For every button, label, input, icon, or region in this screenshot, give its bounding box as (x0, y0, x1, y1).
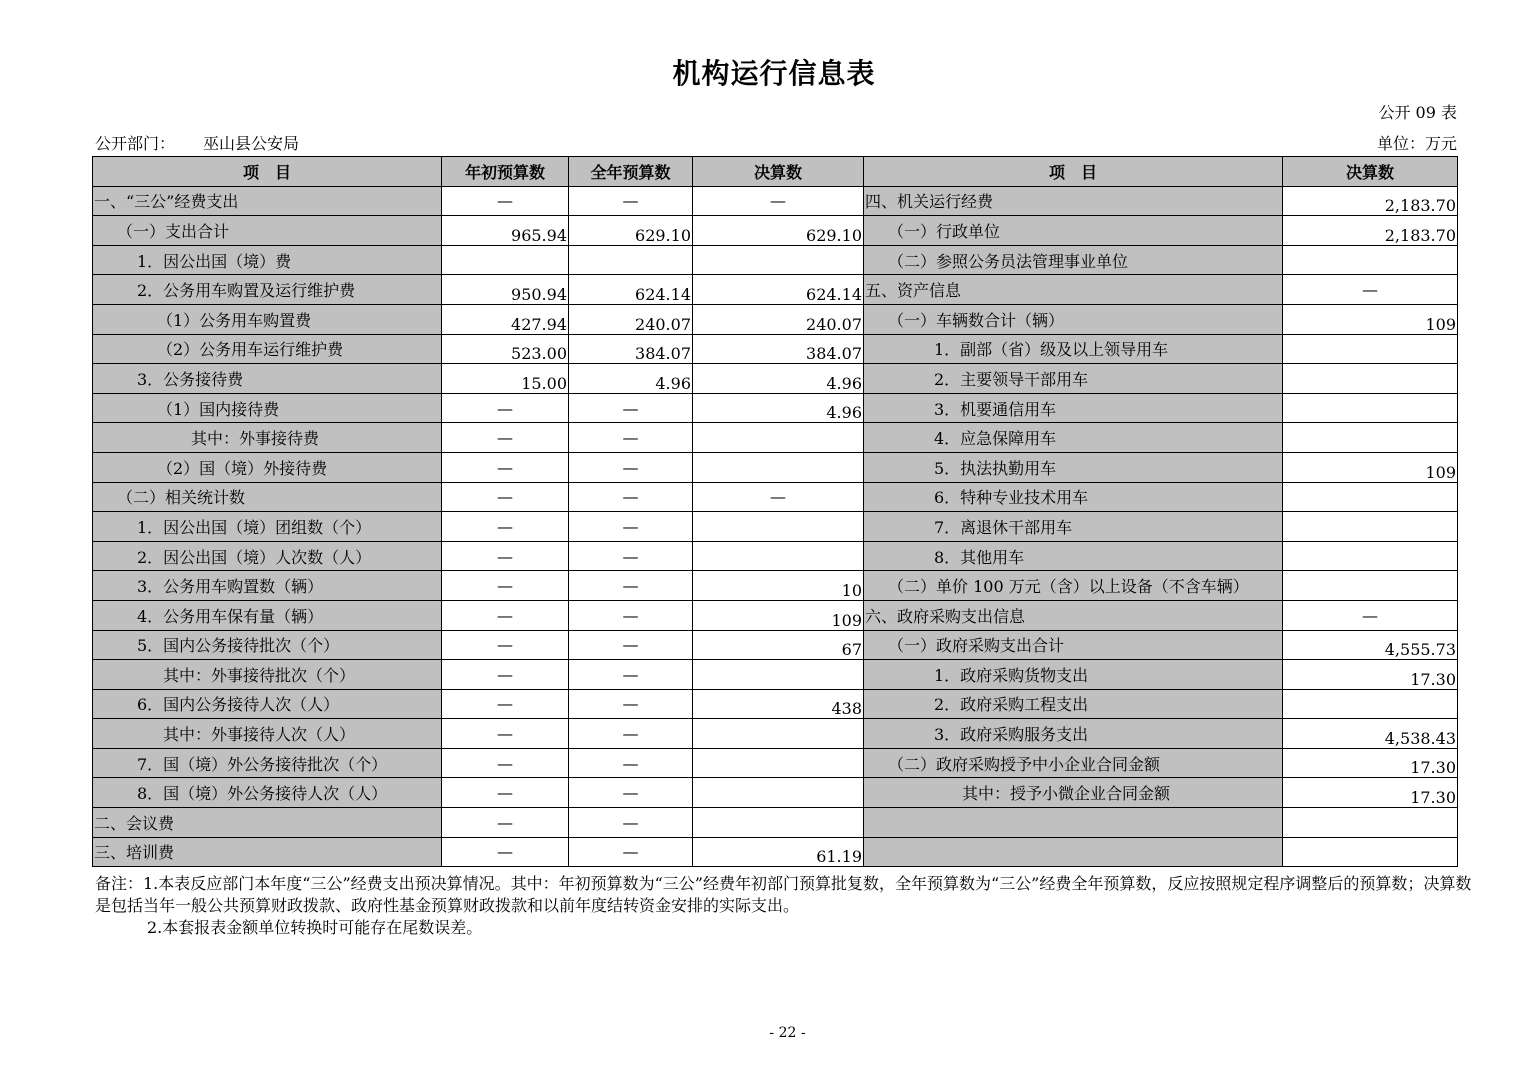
budget-initial-cell: — (442, 571, 569, 601)
actual-cell (693, 452, 864, 482)
info-table (92, 156, 1458, 867)
budget-initial-cell: — (442, 689, 569, 719)
right-item: 四、机关运行经费 (864, 186, 1283, 216)
right-item: 3．政府采购服务支出 (864, 719, 1283, 749)
left-item: 5．国内公务接待批次（个） (93, 630, 442, 660)
budget-initial-cell: 15.00 (442, 364, 569, 394)
table-row (93, 541, 1458, 571)
budget-full-cell: — (569, 393, 693, 423)
right-actual-cell (1283, 689, 1458, 719)
left-item: 7．国（境）外公务接待批次（个） (93, 748, 442, 778)
table-header-row (93, 157, 1458, 187)
budget-full-cell: — (569, 512, 693, 542)
right-item: （二）单价 100 万元（含）以上设备（不含车辆） (864, 571, 1283, 601)
left-item: （一）支出合计 (93, 216, 442, 246)
left-item: 一、“三公”经费支出 (93, 186, 442, 216)
right-item: （二）政府采购授予中小企业合同金额 (864, 748, 1283, 778)
left-item: 3．公务用车购置数（辆） (93, 571, 442, 601)
left-item: 3．公务接待费 (93, 364, 442, 394)
budget-full-cell: — (569, 689, 693, 719)
right-actual-cell: 4,555.73 (1283, 630, 1458, 660)
table-row (93, 334, 1458, 364)
budget-initial-cell (442, 245, 569, 275)
department-line (95, 131, 299, 154)
table-row (93, 512, 1458, 542)
right-actual-cell (1283, 245, 1458, 275)
table-row (93, 630, 1458, 660)
budget-full-cell: — (569, 660, 693, 690)
budget-full-cell: 629.10 (569, 216, 693, 246)
table-row (93, 689, 1458, 719)
table-row (93, 216, 1458, 246)
budget-full-cell (569, 245, 693, 275)
right-item: （二）参照公务员法管理事业单位 (864, 245, 1283, 275)
budget-initial-cell: — (442, 393, 569, 423)
budget-initial-cell: — (442, 541, 569, 571)
budget-initial-cell: — (442, 600, 569, 630)
right-actual-cell: 109 (1283, 452, 1458, 482)
left-item: 其中：外事接待批次（个） (93, 660, 442, 690)
right-actual-cell: 17.30 (1283, 660, 1458, 690)
header-item: 项 目 (93, 157, 442, 187)
budget-full-cell: 384.07 (569, 334, 693, 364)
actual-cell: 438 (693, 689, 864, 719)
right-actual-cell (1283, 334, 1458, 364)
budget-initial-cell: — (442, 630, 569, 660)
budget-initial-cell: — (442, 808, 569, 838)
left-item: 其中：外事接待费 (93, 423, 442, 453)
actual-cell: 240.07 (693, 304, 864, 334)
right-item: 五、资产信息 (864, 275, 1283, 305)
budget-initial-cell: 523.00 (442, 334, 569, 364)
table-row (93, 808, 1458, 838)
right-actual-cell (1283, 482, 1458, 512)
right-actual-cell: 2,183.70 (1283, 216, 1458, 246)
budget-full-cell: 4.96 (569, 364, 693, 394)
actual-cell: 384.07 (693, 334, 864, 364)
table-row (93, 275, 1458, 305)
right-actual-cell (1283, 541, 1458, 571)
left-item: （2）公务用车运行维护费 (93, 334, 442, 364)
right-item: 3．机要通信用车 (864, 393, 1283, 423)
right-item: 8．其他用车 (864, 541, 1283, 571)
actual-cell: 4.96 (693, 364, 864, 394)
header-budget-initial: 年初预算数 (442, 157, 569, 187)
right-actual-cell (1283, 571, 1458, 601)
right-item (864, 808, 1283, 838)
budget-initial-cell: — (442, 748, 569, 778)
actual-cell (693, 660, 864, 690)
right-actual-cell (1283, 808, 1458, 838)
right-item: 5．执法执勤用车 (864, 452, 1283, 482)
budget-full-cell: — (569, 482, 693, 512)
footnote-1: 备注：1.本表反应部门本年度“三公”经费支出预决算情况。其中：年初预算数为“三公”经费年初部门预算批复数，全年预算数为“三公”经费全年预算数，反应按照规定程序调整后的预算数；决算数是包括当年一般公共预算财政拨款、政府性基金预算财政拨款和以前年度结转资金安排的实际支出。 (95, 874, 1472, 915)
budget-initial-cell: — (442, 837, 569, 867)
table-row (93, 245, 1458, 275)
budget-initial-cell: — (442, 452, 569, 482)
budget-full-cell: — (569, 778, 693, 808)
left-item: 8．国（境）外公务接待人次（人） (93, 778, 442, 808)
actual-cell: 109 (693, 600, 864, 630)
right-actual-cell: — (1283, 600, 1458, 630)
table-row (93, 186, 1458, 216)
right-item: 1．副部（省）级及以上领导用车 (864, 334, 1283, 364)
budget-full-cell: — (569, 452, 693, 482)
left-item: （1）公务用车购置费 (93, 304, 442, 334)
page-title: 机构运行信息表 (672, 57, 876, 90)
actual-cell: 10 (693, 571, 864, 601)
right-actual-cell (1283, 393, 1458, 423)
right-item: 6．特种专业技术用车 (864, 482, 1283, 512)
budget-full-cell: — (569, 837, 693, 867)
department-label: 公开部门： (95, 134, 176, 153)
budget-initial-cell: — (442, 778, 569, 808)
table-row (93, 600, 1458, 630)
left-item: （2）国（境）外接待费 (93, 452, 442, 482)
left-item: 三、培训费 (93, 837, 442, 867)
budget-full-cell: — (569, 423, 693, 453)
budget-full-cell: — (569, 571, 693, 601)
left-item: 2．公务用车购置及运行维护费 (93, 275, 442, 305)
budget-initial-cell: — (442, 719, 569, 749)
budget-full-cell: — (569, 719, 693, 749)
right-item: 2．政府采购工程支出 (864, 689, 1283, 719)
footnote-2: 2.本套报表金额单位转换时可能存在尾数误差。 (147, 918, 483, 937)
budget-full-cell: — (569, 808, 693, 838)
left-item: 6．国内公务接待人次（人） (93, 689, 442, 719)
table-row (93, 423, 1458, 453)
table-row (93, 482, 1458, 512)
actual-cell: — (693, 482, 864, 512)
right-item: 2．主要领导干部用车 (864, 364, 1283, 394)
right-item: （一）车辆数合计（辆） (864, 304, 1283, 334)
actual-cell (693, 512, 864, 542)
actual-cell (693, 245, 864, 275)
header-actual: 决算数 (693, 157, 864, 187)
budget-full-cell: 240.07 (569, 304, 693, 334)
left-item: 4．公务用车保有量（辆） (93, 600, 442, 630)
budget-initial-cell: 965.94 (442, 216, 569, 246)
right-actual-cell (1283, 837, 1458, 867)
actual-cell: 629.10 (693, 216, 864, 246)
actual-cell (693, 808, 864, 838)
right-item: （一）政府采购支出合计 (864, 630, 1283, 660)
right-item: 1．政府采购货物支出 (864, 660, 1283, 690)
header-budget-full: 全年预算数 (569, 157, 693, 187)
right-actual-cell: 109 (1283, 304, 1458, 334)
right-item (864, 837, 1283, 867)
left-item: 2．因公出国（境）人次数（人） (93, 541, 442, 571)
table-row (93, 660, 1458, 690)
right-item: 其中：授予小微企业合同金额 (864, 778, 1283, 808)
right-actual-cell: 4,538.43 (1283, 719, 1458, 749)
right-actual-cell: 17.30 (1283, 748, 1458, 778)
right-actual-cell (1283, 364, 1458, 394)
table-row (93, 452, 1458, 482)
actual-cell: 624.14 (693, 275, 864, 305)
table-body (93, 186, 1458, 867)
actual-cell (693, 748, 864, 778)
right-actual-cell (1283, 423, 1458, 453)
budget-full-cell: — (569, 630, 693, 660)
department-name: 巫山县公安局 (203, 134, 300, 153)
right-item: 六、政府采购支出信息 (864, 600, 1283, 630)
budget-initial-cell: — (442, 660, 569, 690)
header-item-right: 项 目 (864, 157, 1283, 187)
left-item: 1．因公出国（境）团组数（个） (93, 512, 442, 542)
actual-cell (693, 719, 864, 749)
budget-initial-cell: — (442, 512, 569, 542)
budget-initial-cell: — (442, 186, 569, 216)
actual-cell: 67 (693, 630, 864, 660)
budget-full-cell: — (569, 541, 693, 571)
budget-initial-cell: — (442, 423, 569, 453)
right-item: 4．应急保障用车 (864, 423, 1283, 453)
right-actual-cell: — (1283, 275, 1458, 305)
header-actual-right: 决算数 (1283, 157, 1458, 187)
table-row (93, 571, 1458, 601)
actual-cell (693, 778, 864, 808)
table-row (93, 304, 1458, 334)
budget-full-cell: — (569, 600, 693, 630)
actual-cell (693, 541, 864, 571)
left-item: （1）国内接待费 (93, 393, 442, 423)
table-row (93, 393, 1458, 423)
actual-cell (693, 423, 864, 453)
right-item: 7．离退休干部用车 (864, 512, 1283, 542)
budget-initial-cell: — (442, 482, 569, 512)
table-row (93, 748, 1458, 778)
budget-full-cell: — (569, 748, 693, 778)
left-item: 1．因公出国（境）费 (93, 245, 442, 275)
right-actual-cell: 17.30 (1283, 778, 1458, 808)
actual-cell: — (693, 186, 864, 216)
right-item: （一）行政单位 (864, 216, 1283, 246)
right-actual-cell: 2,183.70 (1283, 186, 1458, 216)
table-row (93, 719, 1458, 749)
right-actual-cell (1283, 512, 1458, 542)
budget-full-cell: — (569, 186, 693, 216)
budget-full-cell: 624.14 (569, 275, 693, 305)
left-item: 二、会议费 (93, 808, 442, 838)
table-row (93, 837, 1458, 867)
budget-initial-cell: 950.94 (442, 275, 569, 305)
table-number: 公开 09 表 (1378, 103, 1457, 122)
actual-cell: 4.96 (693, 393, 864, 423)
left-item: 其中：外事接待人次（人） (93, 719, 442, 749)
actual-cell: 61.19 (693, 837, 864, 867)
left-item: （二）相关统计数 (93, 482, 442, 512)
page-number: - 22 - (769, 1025, 806, 1041)
table-row (93, 364, 1458, 394)
unit-label: 单位：万元 (1376, 134, 1457, 153)
budget-initial-cell: 427.94 (442, 304, 569, 334)
table-row (93, 778, 1458, 808)
